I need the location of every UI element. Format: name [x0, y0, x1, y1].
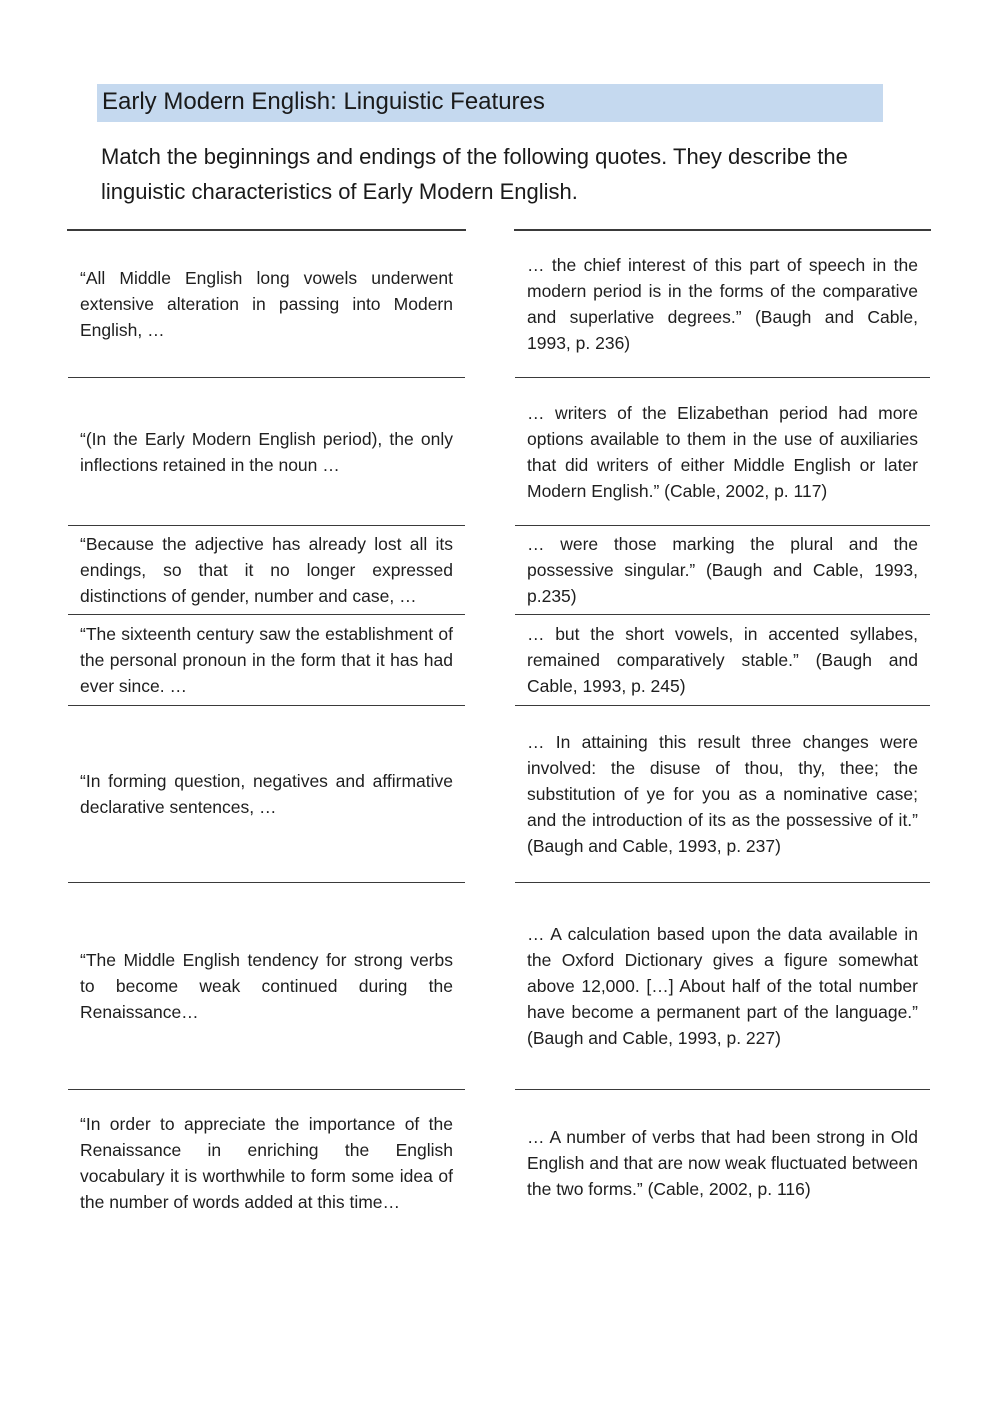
beginning-card[interactable] — [68, 883, 465, 1090]
ending-card[interactable] — [515, 1090, 930, 1236]
beginnings-table — [67, 229, 466, 1212]
ending-card[interactable] — [515, 615, 930, 706]
beginning-text: “In forming question, negatives and affirmative declarative sentences, … — [80, 771, 453, 817]
ending-card[interactable] — [515, 706, 930, 883]
beginning-card[interactable] — [68, 378, 465, 526]
ending-text: … writers of the Elizabethan period had more options available to them in the use of auxiliaries that did writers of either Middle English or later Modern English.” (Cable, 2002, p. 117) — [527, 402, 918, 501]
beginning-text: “The Middle English tendency for strong verbs to become weak continued during the Renaissance… — [80, 950, 453, 1022]
beginning-text: “All Middle English long vowels underwent extensive alteration in passing into Modern English, … — [80, 267, 453, 340]
ending-card[interactable] — [515, 883, 930, 1090]
ending-text: … the chief interest of this part of speech in the modern period is in the forms of the comparative and superlative degrees.” (Baugh and Cable, 1993, p. 236) — [527, 254, 918, 353]
beginning-text: “In order to appreciate the importance of the Renaissance in enriching the English vocabulary it is worthwhile to form some idea of the number of words added at this time… — [80, 1114, 453, 1212]
beginning-card[interactable] — [68, 1090, 465, 1236]
beginning-text: “Because the adjective has already lost all its endings, so that it no longer expressed distinctions of gender, number and case, … — [80, 534, 453, 606]
instructions-text: Match the beginnings and endings of the following quotes. They describe the linguistic characteristics of Early Modern English. — [101, 144, 848, 204]
ending-text: … but the short vowels, in accented syllabes, remained comparatively stable.” (Baugh and Cable, 1993, p. 245) — [527, 624, 918, 696]
beginning-card[interactable] — [68, 615, 465, 706]
ending-text: … A calculation based upon the data available in the Oxford Dictionary gives a figure somewhat above 12,000. […] About half of the total number have become a permanent part of the language.” (Baugh and Cable, 1993, p. 227) — [527, 924, 918, 1048]
ending-card[interactable] — [515, 378, 930, 526]
beginning-text: “(In the Early Modern English period), the only inflections retained in the noun … — [80, 428, 453, 475]
beginning-card[interactable] — [68, 230, 465, 378]
ending-text: … A number of verbs that had been strong in Old English and that are now weak fluctuated between the two forms.” (Cable, 2002, p. 116) — [527, 1127, 918, 1199]
endings-table — [514, 229, 931, 1199]
beginning-card[interactable] — [68, 706, 465, 883]
ending-card[interactable] — [515, 526, 930, 615]
ending-text: … In attaining this result three changes were involved: the disuse of thou, thy, thee; the substitution of ye for you as a nominative case; and the introduction of its as the possessive of it.” (Baugh and Cable, 1993, p. 237) — [527, 732, 918, 856]
ending-card[interactable] — [515, 230, 930, 378]
ending-text: … were those marking the plural and the possessive singular.” (Baugh and Cable, 1993, p.235) — [527, 534, 918, 606]
beginning-card[interactable] — [68, 526, 465, 615]
beginning-text: “The sixteenth century saw the establishment of the personal pronoun in the form that it has had ever since. … — [80, 624, 453, 696]
page-title: Early Modern English: Linguistic Features — [97, 84, 883, 122]
